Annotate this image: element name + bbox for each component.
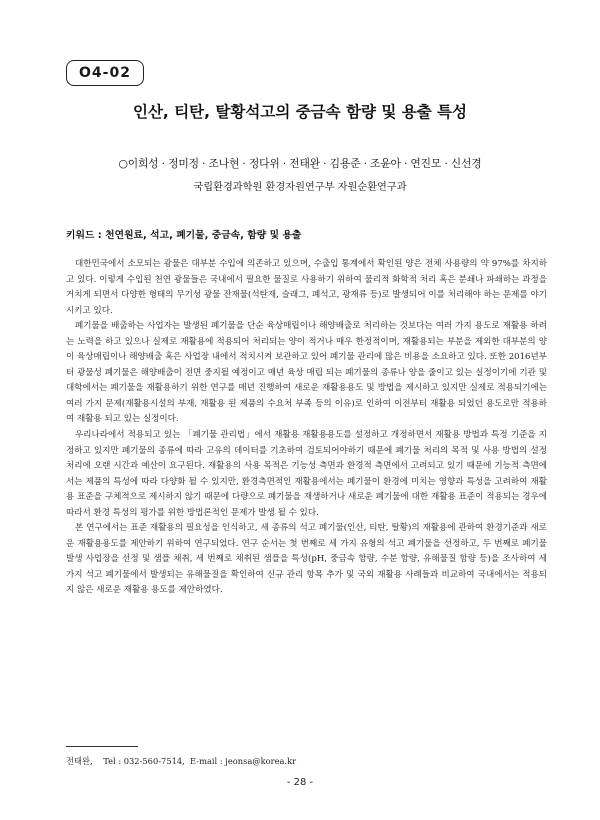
author-list: ○이희성 · 정미정 · 조나현 · 정다위 · 전태완 · 김용준 · 조윤아 · 연진모 · 신선경 (118, 157, 482, 170)
keywords-label: 키워드 : (66, 230, 102, 241)
page-number: - 28 - (286, 777, 314, 788)
session-code-badge: O4-02 (66, 60, 144, 86)
corresponding-author-footnote: 전태완, Tel : 032-560-7514, E-mail : jeonsa@korea.kr (66, 756, 297, 766)
keywords-line (66, 227, 546, 241)
keywords-value: 천연원료, 석고, 폐기물, 중금속, 함량 및 용출 (105, 230, 302, 241)
affiliation: 국립환경과학원 환경자원연구부 자원순환연구과 (193, 182, 407, 193)
body-paragraph-1: 대한민국에서 소모되는 광물은 대부분 수입에 의존하고 있으며, 수출입 통계에서 확인된 양은 전체 사용량의 약 97%를 차지하고 있다. 이렇게 수입된 천연 광물들은 국내에서 필요한 물질로 사용하기 위하여 물리적 화학적 처리 혹은 분쇄나 파쇄하는 과정을 거치게 되면서 다양한 형태의 무기성 광물 잔재물(석탄재, 슬래그, 폐석고, 광재류 등)로 발생되어 이를 처리해야 하는 문제를 야기시키고 있다. (66, 259, 547, 316)
body-paragraph-2: 폐기물을 배출하는 사업자는 발생된 폐기물을 단순 육상매립이나 해양배출로 처리하는 것보다는 여러 가지 용도로 재활용 하려는 노력을 하고 있으나 실제로 재활용에 적용되어 처리되는 양이 적거나 매우 한정적이며, 재활용되는 부분을 제외한 대부분의 양이 육상매립이나 해양배출 혹은 사업장 내에서 적치시켜 보관하고 있어 폐기물 관리에 많은 비용을 소요하고 있다. 또한 2016년부터 광물성 폐기물은 해양배출이 전면 중지될 예정이고 매년 육상 매립 되는 폐기물의 종류나 양을 줄이고 있는 실정이기에 기관 및 대학에서는 폐기물을 재활용하기 위한 연구를 매년 진행하여 새로운 재활용용도 및 방법을 제시하고 있지만 실제로 적용되기에는 여러 가지 문제(재활용시설의 부재, 재활용 된 제품의 수요처 부족 등의 이유)로 인하여 이전부터 재활용 되었던 용도로만 적용하여 재활용 되고 있는 실정이다. (66, 321, 547, 425)
footnote-divider (66, 746, 138, 747)
paper-title: 인산, 티탄, 탈황석고의 중금속 함량 및 용출 특성 (132, 103, 468, 121)
abstract-body (66, 257, 547, 599)
body-paragraph-3: 우리나라에서 적용되고 있는 「폐기물 관리법」에서 재활용 재활용용도를 설정하고 개정하면서 재활용 방법과 특정 기준을 지정하고 있지만 폐기물의 종류에 따라 고유의 데이터를 기초하여 검토되어야하기 때문에 폐기물 처리의 목적 및 사용 방법의 설정 처리에 오랜 시간과 예산이 요구된다. 재활용의 사용 목적은 기능성 측면과 환경적 측면에서 고려되고 있기 때문에 기능적 측면에서는 제품의 특성에 따라 다양화 될 수 있지만, 환경측면적인 재활용에서는 폐기물이 환경에 미치는 영향과 특성을 고려하여 재활용 표준을 구체적으로 제시하지 않기 때문에 다량으로 폐기물을 재생하거나 새로운 폐기물에 대한 재활용 표준이 적용되는 경우에 따라서 환경 특성의 평가를 위한 방법론적인 문제가 발생 될 수 있다. (66, 430, 547, 518)
body-paragraph-4: 본 연구에서는 표준 재활용의 필요성을 인식하고, 세 종류의 석고 폐기물(인산, 티탄, 탈황)의 재활용에 관하여 환경기준과 새로운 재활용용도를 제안하기 위하여 연구되었다. 연구 순서는 첫 번째로 세 가지 유형의 석고 폐기물을 선정하고, 두 번째로 폐기물 발생 사업장을 선정 및 샘플 채취, 세 번째로 채취된 샘플을 특성(pH, 중금속 함량, 수분 함량, 유해물질 함량 등)을 조사하여 세 가지 석고 폐기물에서 발생되는 유해물질을 확인하여 신규 관리 항목 추가 및 국외 재활용 사례들과 비교하여 국내에서는 적용되지 않은 새로운 재활용 용도를 제안하였다. (66, 523, 547, 596)
